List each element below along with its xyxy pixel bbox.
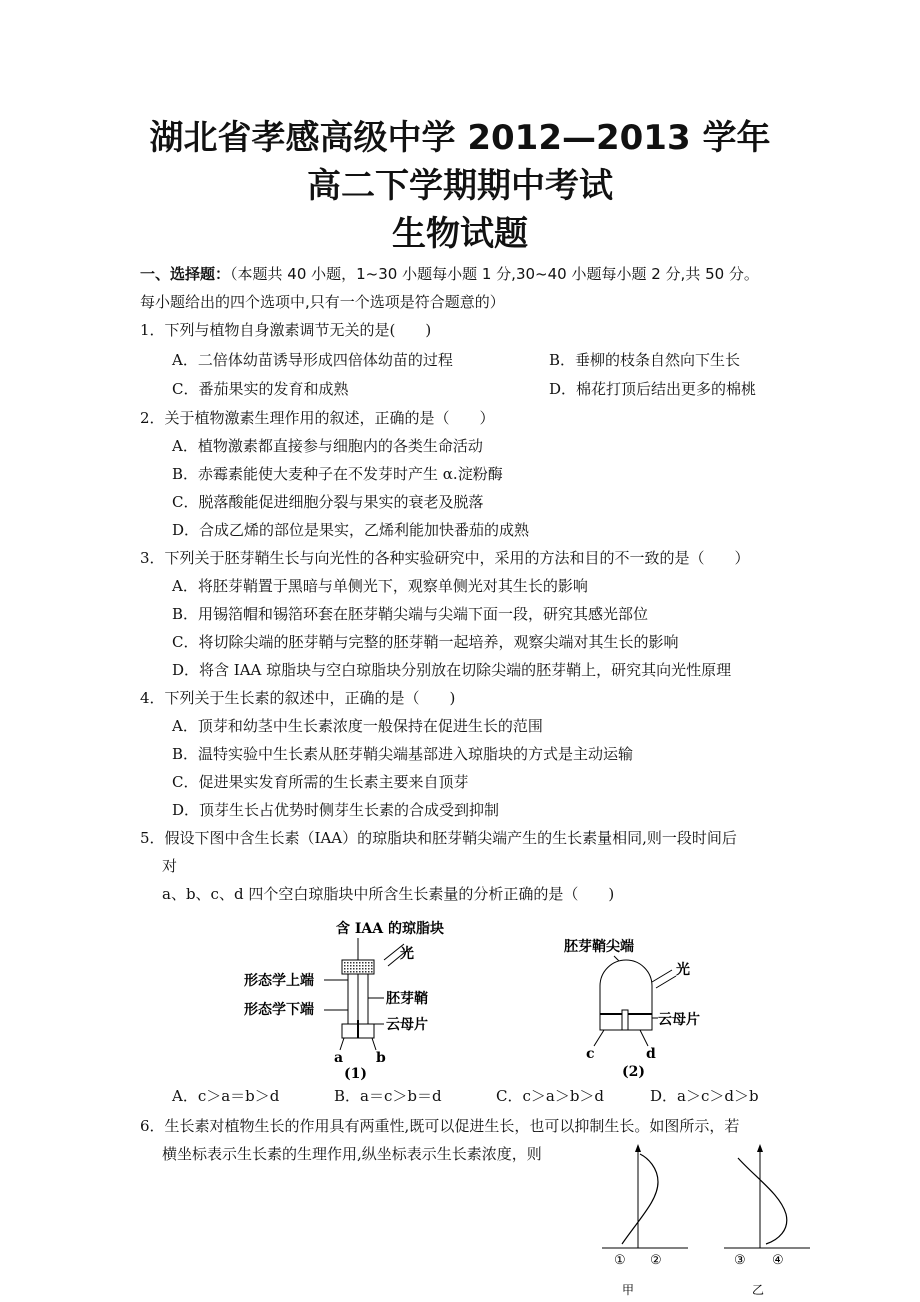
mark-2: ②: [650, 1253, 662, 1268]
question-5-option-d: D．a＞c＞d＞b: [650, 1087, 759, 1105]
question-6-stem-1: 6．生长素对植物生长的作用具有两重性,既可以促进生长，也可以抑制生长。如图所示，若: [140, 1117, 740, 1135]
question-5-option-c: C．c＞a＞b＞d: [496, 1087, 605, 1105]
figure-5-caption-2: (2): [622, 1064, 645, 1080]
light-label-left: 光: [400, 946, 414, 962]
curve-yi: [738, 1158, 787, 1244]
mark-1: ①: [614, 1253, 626, 1268]
label-c: c: [586, 1046, 595, 1062]
figure-6-caption-yi: 乙: [752, 1283, 765, 1297]
question-5-stem-1: 5．假设下图中含生长素（IAA）的琼脂块和胚芽鞘尖端产生的生长素量相同,则一段时间后: [140, 829, 737, 847]
question-3-option-b: B．用锡箔帽和锡箔环套在胚芽鞘尖端与尖端下面一段，研究其感光部位: [172, 605, 649, 623]
coleoptile-tip-label: 胚芽鞘尖端: [564, 939, 634, 955]
question-2-option-b: B．赤霉素能使大麦种子在不发芽时产生 α.淀粉酶: [172, 465, 503, 483]
question-2-option-c: C．脱落酸能促进细胞分裂与果实的衰老及脱落: [172, 493, 484, 511]
question-5-option-a: A．c＞a＝b＞d: [172, 1087, 280, 1105]
iaa-agar-label: 含 IAA 的琼脂块: [335, 921, 445, 937]
question-1-option-d: D．棉花打顶后结出更多的棉桃: [549, 380, 757, 398]
question-5-stem-2: 对: [162, 857, 178, 875]
figure-6-caption-jia: 甲: [622, 1283, 635, 1297]
figure-6-right-graph: [722, 1140, 812, 1298]
mark-4: ④: [772, 1253, 784, 1268]
upper-end-label: 形态学上端: [244, 973, 314, 989]
question-2-stem: 2．关于植物激素生理作用的叙述，正确的是（ ）: [140, 409, 495, 427]
question-4-option-b: B．温特实验中生长素从胚芽鞘尖端基部进入琼脂块的方式是主动运输: [172, 745, 634, 763]
title-line-3: 生物试题: [392, 214, 528, 254]
title-line-1: 湖北省孝感高级中学 2012—2013 学年: [149, 118, 771, 158]
section-desc-1: （本题共 40 小题，1~30 小题每小题 1 分,30~40 小题每小题 2 分,共 50 分。: [230, 265, 759, 283]
question-4-option-a: A．顶芽和幼茎中生长素浓度一般保持在促进生长的范围: [172, 717, 543, 735]
question-5-stem-3: a、b、c、d 四个空白琼脂块中所含生长素量的分析正确的是（ ): [162, 885, 615, 903]
figure-6-left-graph: [600, 1140, 690, 1298]
question-1-stem: 1．下列与植物自身激素调节无关的是( ): [140, 321, 432, 339]
label-b: b: [376, 1050, 386, 1066]
question-2-option-d: D．合成乙烯的部位是果实，乙烯利能加快番茄的成熟: [172, 521, 530, 539]
question-3-option-a: A．将胚芽鞘置于黑暗与单侧光下，观察单侧光对其生长的影响: [172, 577, 588, 595]
figure-5-right-diagram: [560, 934, 740, 1080]
question-1-option-a: A．二倍体幼苗诱导形成四倍体幼苗的过程: [172, 351, 453, 369]
section-heading-line: [140, 264, 759, 284]
question-5-option-b: B．a＝c＞b＝d: [334, 1087, 442, 1105]
light-label-right: 光: [676, 962, 690, 978]
label-a: a: [334, 1050, 344, 1066]
iaa-agar-block: [342, 960, 374, 974]
figure-5-left-diagram: [236, 914, 466, 1082]
question-3-option-d: D．将含 IAA 琼脂块与空白琼脂块分别放在切除尖端的胚芽鞘上，研究其向光性原理: [172, 661, 732, 679]
question-1-option-b: B．垂柳的枝条自然向下生长: [549, 351, 741, 369]
question-4-option-d: D．顶芽生长占优势时侧芽生长素的合成受到抑制: [172, 801, 500, 819]
title-line-2: 高二下学期期中考试: [307, 166, 613, 206]
question-1-option-c: C．番茄果实的发育和成熟: [172, 380, 349, 398]
question-6-stem-2: 横坐标表示生长素的生理作用,纵坐标表示生长素浓度，则: [162, 1145, 542, 1163]
mica-label-left: 云母片: [386, 1017, 428, 1033]
curve-jia: [622, 1154, 658, 1244]
question-4-option-c: C．促进果实发育所需的生长素主要来自顶芽: [172, 773, 469, 791]
mica-label-right: 云母片: [658, 1012, 700, 1028]
question-4-stem: 4．下列关于生长素的叙述中，正确的是（ ): [140, 689, 456, 707]
question-3-stem: 3．下列关于胚芽鞘生长与向光性的各种实验研究中，采用的方法和目的不一致的是（ ）: [140, 549, 750, 567]
figure-5-caption-1: (1): [344, 1066, 367, 1082]
question-2-option-a: A．植物激素都直接参与细胞内的各类生命活动: [172, 437, 483, 455]
coleoptile-tip: [600, 960, 652, 1014]
mark-3: ③: [734, 1253, 746, 1268]
label-d: d: [646, 1046, 656, 1062]
mica-sheet: [622, 1010, 628, 1030]
lower-end-label: 形态学下端: [244, 1002, 314, 1018]
coleoptile-label-left: 胚芽鞘: [386, 991, 428, 1007]
section-heading: 一、选择题：: [140, 265, 231, 283]
section-desc-2: 每小题给出的四个选项中,只有一个选项是符合题意的）: [140, 293, 505, 311]
question-3-option-c: C．将切除尖端的胚芽鞘与完整的胚芽鞘一起培养，观察尖端对其生长的影响: [172, 633, 679, 651]
